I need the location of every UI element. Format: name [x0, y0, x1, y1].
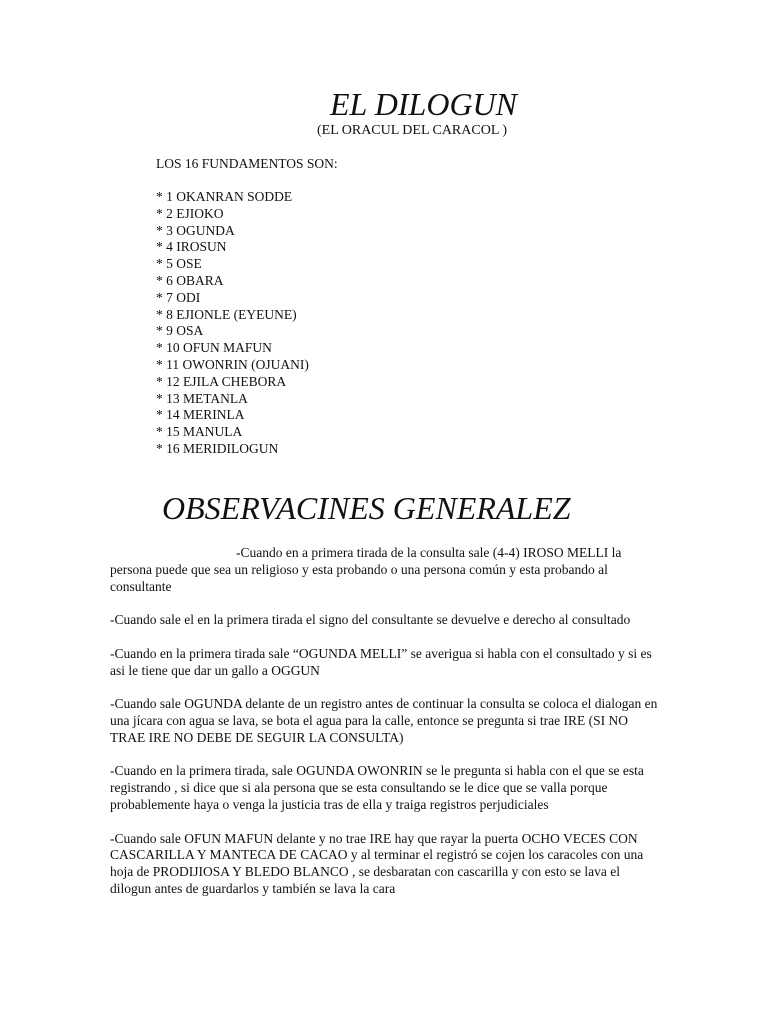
paragraph: -Cuando en la primera tirada sale “OGUNDA MELLI” se averigua si habla con el consultado y si es asi le tiene que dar un gallo a OGGUN	[110, 645, 652, 678]
paragraph: -Cuando sale OGUNDA delante de un registro antes de continuar la consulta se coloca el dialogan en una jícara con agua se lava, se bota el agua para la calle, entonce se pregunta si trae IRE (SI NO TRAE IRE NO DEBE DE SEGUIR LA CONSULTA)	[110, 696, 658, 745]
list-item: * 12 EJILA CHEBORA	[156, 373, 287, 389]
list-item: * 5 OSE	[156, 256, 202, 272]
list-item: * 3 OGUNDA	[156, 222, 235, 238]
list-item: * 14 MERINLA	[156, 407, 245, 423]
list-item: * 2 EJIOKO	[156, 205, 224, 221]
list-item: * 11 OWONRIN (OJUANI)	[156, 356, 309, 372]
paragraph: -Cuando sale el en la primera tirada el signo del consultante se devuelve e derecho al consultado	[110, 612, 631, 628]
paragraph: -Cuando sale OFUN MAFUN delante y no trae IRE hay que rayar la puerta OCHO VECES CON CASCARILLA Y MANTECA DE CACAO y al terminar el registró se cojen los caracoles con una hoja de PRODIJIOSA Y BLEDO BLANCO , se desbaratan con cascarilla y con esto se lava el dilogun antes de guardarlos y también se lava la cara	[110, 830, 644, 896]
list-item: * 10 OFUN MAFUN	[156, 340, 272, 356]
fundamentos-list	[156, 189, 309, 458]
observaciones-body	[110, 545, 658, 915]
fundamentos-intro: LOS 16 FUNDAMENTOS SON:	[156, 156, 338, 171]
list-item: * 1 OKANRAN SODDE	[156, 189, 293, 204]
list-item: * 15 MANULA	[156, 424, 243, 440]
section-heading: OBSERVACINES GENERALEZ	[162, 490, 571, 526]
list-item: * 9 OSA	[156, 323, 204, 339]
paragraph: -Cuando en la primera tirada, sale OGUNDA OWONRIN se le pregunta si habla con el que se esta registrando , si dice que si ala persona que se esta consultando se le dice que se valla porque probablemente haya o venga la justicia tras de ella y traiga registros perjudiciales	[110, 763, 644, 812]
paragraph: -Cuando en a primera tirada de la consulta sale (4-4) IROSO MELLI la persona puede que sea un religioso y esta probando o una persona común y esta probando al consultante	[110, 545, 622, 594]
list-item: * 4 IROSUN	[156, 239, 227, 255]
list-item: * 8 EJIONLE (EYEUNE)	[156, 306, 297, 322]
document-title: EL DILOGUN	[330, 86, 517, 122]
list-item: * 6 OBARA	[156, 272, 224, 288]
list-item: * 13 METANLA	[156, 390, 248, 406]
document-subtitle: (EL ORACUL DEL CARACOL )	[317, 123, 508, 138]
list-item: * 7 ODI	[156, 289, 201, 305]
list-item: * 16 MERIDILOGUN	[156, 440, 279, 456]
